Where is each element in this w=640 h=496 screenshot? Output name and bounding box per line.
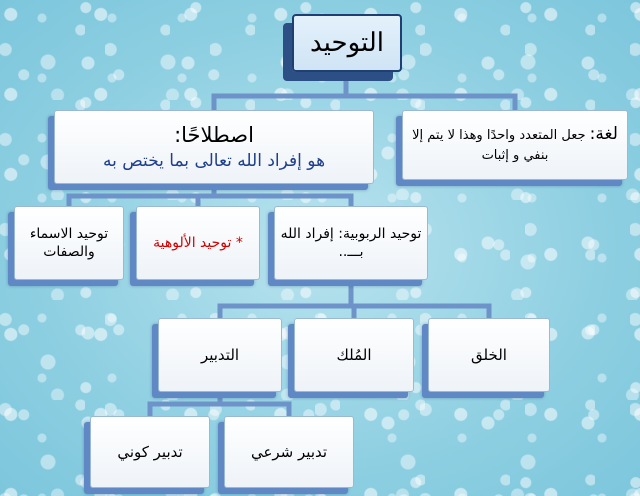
asma-label: توحيد الاسماء والصفات bbox=[29, 226, 109, 260]
node-tadbir-kawni bbox=[90, 416, 210, 488]
node-lugha bbox=[402, 110, 628, 180]
rububiyya-label: توحيد الربوبية: إفراد الله بـــ.. bbox=[280, 226, 422, 260]
node-tawhid-uluhiyya bbox=[136, 206, 260, 280]
istilah-title: اصطلاحًا: bbox=[174, 123, 254, 147]
sharei-label: تدبير شرعي bbox=[250, 443, 328, 461]
istilah-definition: هو إفراد الله تعالى بما يختص به bbox=[102, 151, 326, 171]
node-mulk bbox=[294, 318, 414, 392]
node-tawhid-rububiyya bbox=[274, 206, 428, 280]
khalq-label: الخلق bbox=[471, 346, 507, 364]
tadbir-label: التدبير bbox=[200, 346, 240, 364]
uluhiyya-label: * توحيد الألوهية bbox=[153, 235, 243, 251]
node-tadbir-sharei bbox=[224, 416, 354, 488]
mulk-label: المُلك bbox=[336, 346, 372, 364]
lugha-key: لغة: bbox=[589, 124, 618, 144]
node-tawhid-asma-sifat bbox=[14, 206, 124, 280]
root-label: التوحيد bbox=[310, 28, 384, 58]
node-khalq bbox=[428, 318, 550, 392]
root-node-tawhid bbox=[292, 14, 402, 72]
node-tadbir bbox=[158, 318, 282, 392]
kawni-label: تدبير كوني bbox=[117, 443, 183, 461]
lugha-content bbox=[409, 124, 621, 166]
node-istilah bbox=[54, 110, 374, 184]
lugha-text: جعل المتعدد واحدًا وهذا لا يتم إلا بنفي و إثبات bbox=[412, 128, 586, 163]
